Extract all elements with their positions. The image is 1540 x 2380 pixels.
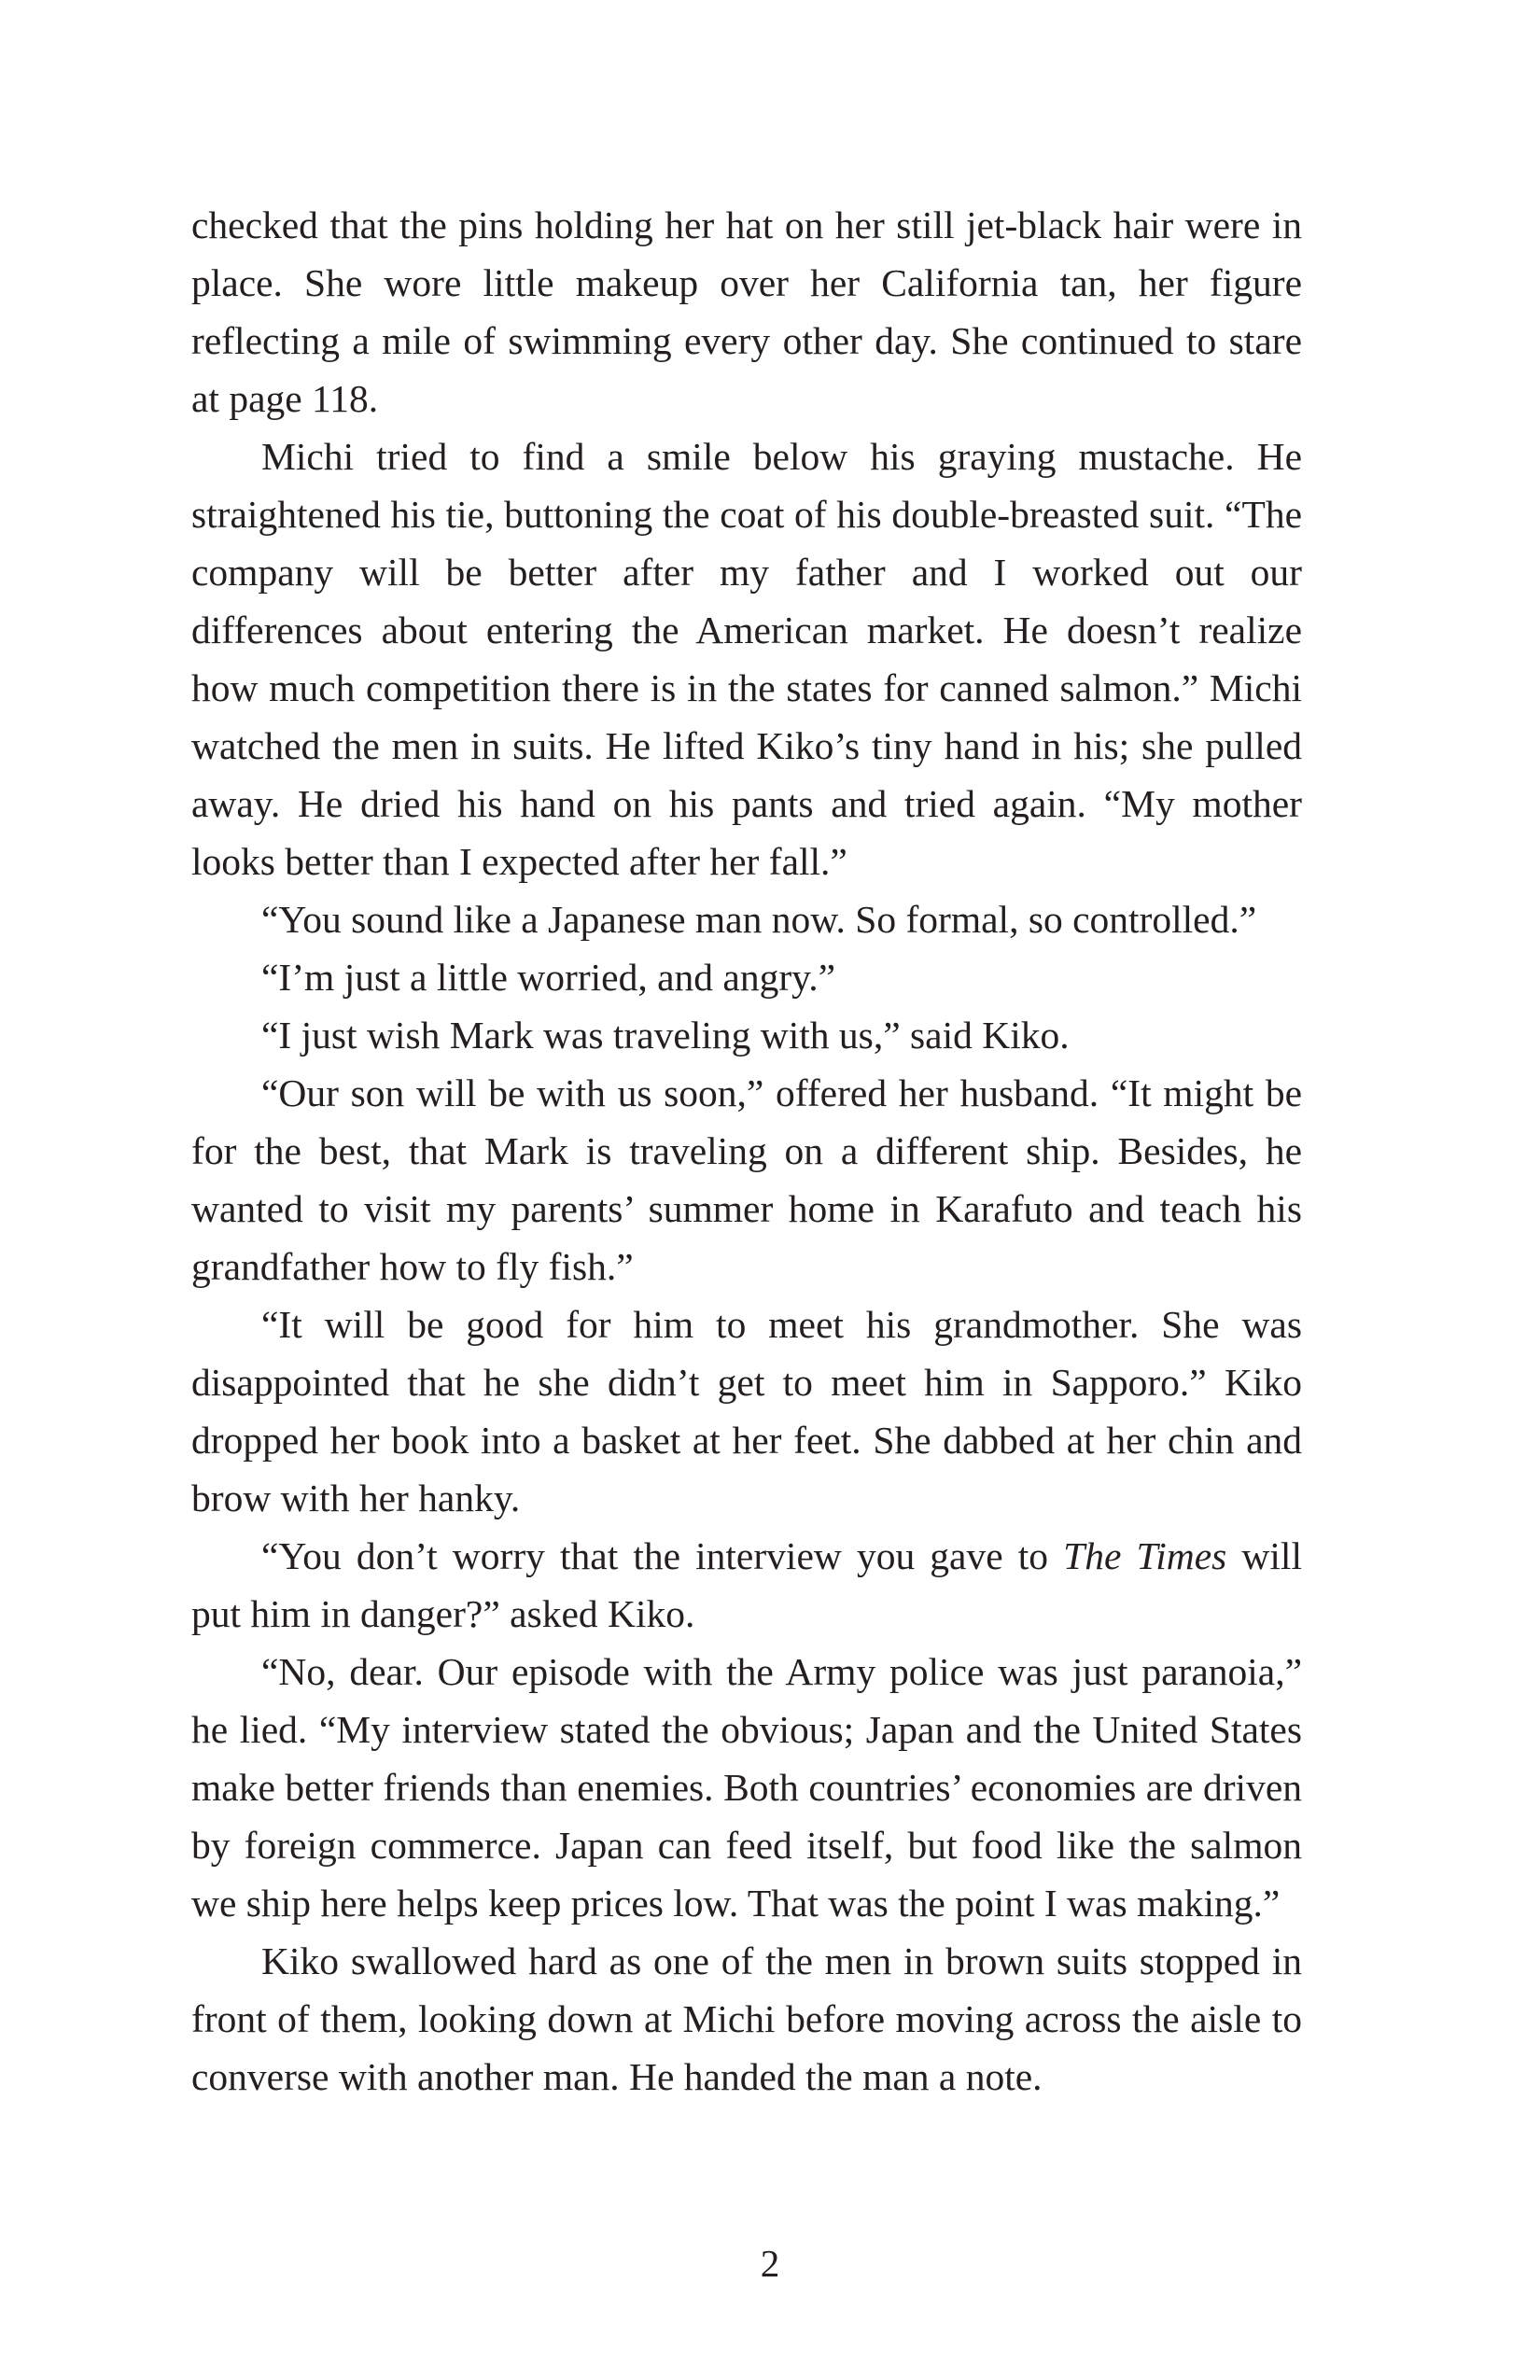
paragraph-6: “Our son will be with us soon,” offered her husband. “It might be for the best, that Mark is traveling on a different ship. Besides, he wanted to visit my parents’ summer home in Karafuto and teach his grandfather how to fly fish.” <box>191 1071 1302 1288</box>
paragraph-8 <box>191 1527 1302 1643</box>
paragraph-1: checked that the pins holding her hat on her still jet-black hair were in place. She wore little makeup over her California tan, her figure reflecting a mile of swimming every other day. She continued to stare at page 118. <box>191 203 1302 420</box>
paragraph-8-after: will put him in danger?” asked Kiko. <box>191 1534 1302 1635</box>
paragraph-4: “I’m just a little worried, and angry.” <box>261 956 835 999</box>
paragraph-8-before: “You don’t worry that the interview you gave to <box>261 1534 1064 1577</box>
newspaper-title: The Times <box>1063 1534 1227 1577</box>
paragraph-9: “No, dear. Our episode with the Army police was just paranoia,” he lied. “My interview stated the obvious; Japan and the United States make better friends than enemies. Both countries’ economies are driven by foreign commerce. Japan can feed itself, but food like the salmon we ship here helps keep prices low. That was the point I was making.” <box>191 1650 1302 1925</box>
paragraph-10: Kiko swallowed hard as one of the men in brown suits stopped in front of them, looking down at Michi before moving across the aisle to converse with another man. He handed the man a note. <box>191 1939 1302 2098</box>
page-body <box>191 196 1302 2106</box>
paragraph-3: “You sound like a Japanese man now. So formal, so controlled.” <box>261 898 1257 941</box>
paragraph-7: “It will be good for him to meet his grandmother. She was disappointed that he she didn’t get to meet him in Sapporo.” Kiko dropped her book into a basket at her feet. She dabbed at her chin and brow with her hanky. <box>191 1303 1302 1519</box>
page-number: 2 <box>760 2242 780 2285</box>
paragraph-5: “I just wish Mark was traveling with us,” said Kiko. <box>261 1014 1070 1057</box>
paragraph-2: Michi tried to find a smile below his graying mustache. He straightened his tie, buttoning the coat of his double-breasted suit. “The company will be better after my father and I worked out our differences about entering the American market. He doesn’t realize how much competition there is in the states for canned salmon.” Michi watched the men in suits. He lifted Kiko’s tiny hand in his; she pulled away. He dried his hand on his pants and tried again. “My mother looks better than I expected after her fall.” <box>191 435 1302 883</box>
